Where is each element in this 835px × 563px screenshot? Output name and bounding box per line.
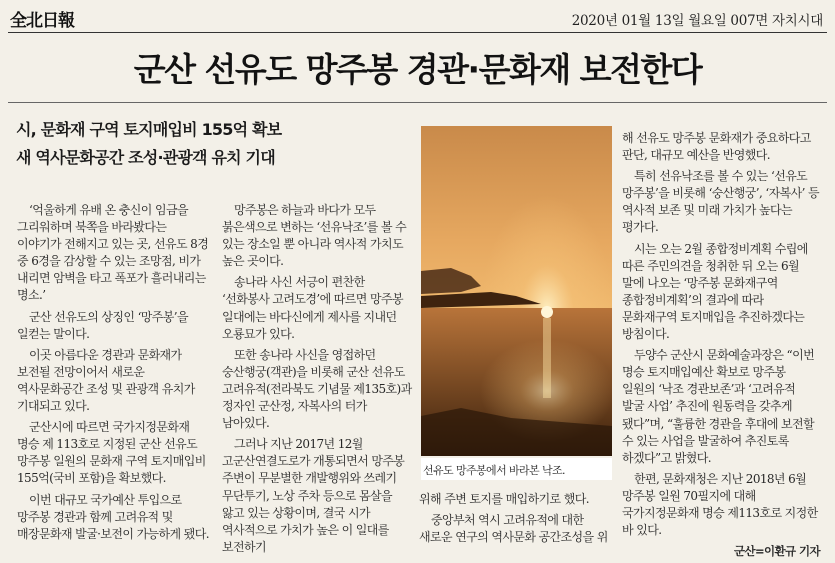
paragraph: 한편, 문화재청은 지난 2018년 6월 망주봉 일원 70필지에 대해 국가지정문화재 명승 제113호로 지정한 바 있다. [622, 471, 818, 538]
subhead: 시, 문화재 구역 토지매입비 155억 확보 [16, 120, 282, 139]
sunset-photo-image [421, 126, 612, 456]
article-column-1 [17, 202, 213, 558]
paragraph: 시는 오는 2월 종합정비계획 수립에 따른 주민의견을 청취한 뒤 오는 6월 말에 나오는 ‘망주봉 문화재구역 종합정비계획’의 결과에 따라 문화재구역 토지매입을 추진하겠다는 방침이다. [622, 241, 808, 342]
paragraph: 해 선유도 망주봉 문화재가 중요하다고 판단, 대규모 예산을 반영했다. [622, 131, 811, 163]
newspaper-logo: 全北日報 [10, 11, 74, 31]
paragraph: 송나라 사신 서긍이 편찬한 ‘선화봉사 고려도경’에 따르면 망주봉 일대에는 바다신에게 제사를 지내던 오룡묘가 있다. [222, 275, 403, 341]
paragraph: 군산시에 따르면 국가지정문화재 명승 제 113호로 지정된 군산 선유도 망주봉 일원의 문화재 구역 토지매입비 155억(국비 포함)을 확보했다. [17, 420, 206, 486]
paragraph: 이곳 아름다운 경관과 문화재가 보전될 전망이어서 새로운 역사문화공간 조성 및 관광객 유치가 기대되고 있다. [17, 347, 195, 414]
paragraph: 이번 대규모 국가예산 투입으로 망주봉 경관과 함께 고려유적 및 매장문화재 발굴·보전이 가능하게 됐다. [17, 492, 209, 541]
paragraph: 그러나 지난 2017년 12월 고군산연결도로가 개통되면서 망주봉 주변이 무분별한 개발행위와 쓰레기 무단투기, 노상 주차 등으로 몸살을 앓고 있는 상황이며, 결국 시가 역사적으로 가치가 높은 이 일대를 보전하기 [222, 437, 405, 554]
article-column-3 [622, 130, 820, 560]
paragraph: ‘억울하게 유배 온 충신이 임금을 그리워하며 북쪽을 바라봤다는 이야기가 전해지고 있는 곳, 선유도 8경 중 6경을 감상할 수 있는 조망점, 비가 내리면 암벽을 타고 폭포가 흘러내리는 명소.’ [17, 203, 209, 303]
paragraph: 중앙부처 역시 고려유적에 대한 새로운 연구의 역사문화 공간조성을 위 [419, 513, 608, 545]
dateline: 2020년 01월 13일 월요일 007면 자치시대 [571, 13, 823, 29]
paragraph: 특히 선유낙조를 볼 수 있는 ‘선유도 망주봉’을 비롯해 ‘숭산행궁’, ‘자복사’ 등 역사적 보존 및 미래 가치가 높다는 평가다. [622, 169, 820, 235]
paragraph: 또한 송나라 사신을 영접하던 숭산행궁(객관)을 비롯해 군산 선유도 고려유적(전라북도 기념물 제135호)과 정자인 군산정, 자복사의 터가 남아있다. [222, 347, 412, 431]
masthead [8, 6, 827, 31]
paragraph: 두양수 군산시 문화예술과장은 “이번 명승 토지매입예산 확보로 망주봉 일원의 ‘낙조 경관보존’과 ‘고려유적 발굴 사업’ 추진에 원동력을 갖추게 됐다”며, “훌륭한 경관을 후대에 보전할 수 있는 사업을 발굴하여 추진토록 하겠다”고 밝혔다. [622, 348, 815, 465]
subhead: 새 역사문화공간 조성·관광객 유치 기대 [16, 148, 275, 167]
paragraph: 위해 주변 토지를 매입하기로 했다. [419, 492, 589, 506]
headline-rule [8, 102, 827, 103]
paragraph: 군산 선유도의 상징인 ‘망주봉’을 일컫는 말이다. [17, 309, 188, 341]
byline: 군산=이환규 기자 [733, 544, 820, 559]
subheads [16, 116, 406, 172]
photo-caption: 선유도 망주봉에서 바라본 낙조. [421, 458, 612, 480]
article-column-2 [222, 202, 414, 554]
headline: 군산 선유도 망주봉 경관·문화재 보전한다 [133, 50, 702, 89]
paragraph: 망주봉은 하늘과 바다가 모두 붉은색으로 변하는 ‘선유낙조’를 볼 수 있는 장소일 뿐 아니라 역사적 가치도 높은 곳이다. [222, 203, 407, 269]
sunset-photo [421, 126, 612, 456]
article-column-2-continued [419, 491, 614, 559]
top-rule [8, 32, 827, 33]
